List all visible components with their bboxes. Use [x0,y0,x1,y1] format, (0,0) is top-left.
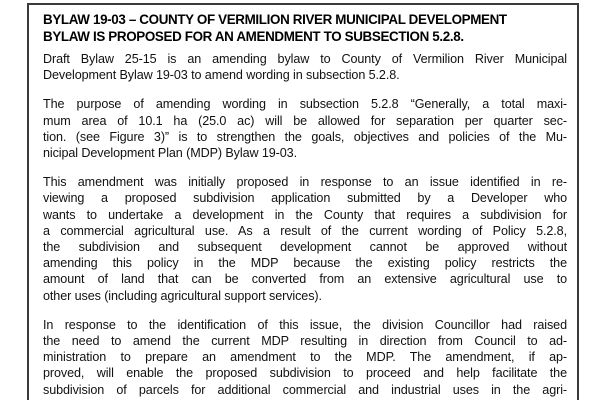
text-line: viewing a proposed subdivision application submitted by a Developer who [43,191,567,206]
text-line: other uses (including agricultural support services). [43,288,322,303]
notice-heading [43,11,567,45]
paragraph-intro [43,51,567,83]
paragraph-background [43,174,567,304]
text-line: This amendment was initially proposed in response to an issue identified in re- [43,175,567,190]
text-line: mum area of 10.1 ha (25.0 ac) will be allowed for separation per quarter sec- [43,113,567,128]
heading-line: BYLAW 19-03 – COUNTY OF VERMILION RIVER MUNICIPAL DEVELOPMENT [43,12,507,27]
bylaw-notice-box [27,3,579,400]
text-line: the subdivision and subsequent development cannot be approved without [43,240,567,255]
text-line: the need to amend the current MDP resulting in direction from Council to ad- [43,334,567,349]
paragraph-purpose [43,96,567,161]
text-line: nicipal Development Plan (MDP) Bylaw 19-03. [43,146,297,161]
paragraph-response [43,317,567,398]
text-line: Development Bylaw 19-03 to amend wording in subsection 5.2.8. [43,68,400,83]
text-line: amount of land that can be converted from an extensive agricultural use to [43,272,567,287]
text-line: Draft Bylaw 25-15 is an amending bylaw to County of Vermilion River Municipal [43,52,567,66]
text-line: The purpose of amending wording in subsection 5.2.8 “Generally, a total maxi- [43,97,567,112]
text-line: In response to the identification of this issue, the division Councillor had raised [43,317,567,332]
text-line: proved, will enable the proposed subdivision to proceed and help facilitate the [43,366,567,381]
text-line: tion. (see Figure 3)” is to strengthen the goals, objectives and policies of the Mu- [43,129,567,144]
text-line: wants to undertake a development in the County that requires a subdivision for [43,207,567,222]
text-line: ministration to prepare an amendment to the MDP. The amendment, if ap- [43,350,567,365]
heading-line: BYLAW IS PROPOSED FOR AN AMENDMENT TO SUBSECTION 5.2.8. [43,29,464,44]
text-line: amending this policy in the MDP because the existing policy restricts the [43,256,567,271]
text-line: subdivision of parcels for additional commercial and industrial uses in the agri- [43,382,567,397]
text-line: a commercial agricultural use. As a result of the current wording of Policy 5.2.8, [43,223,567,238]
